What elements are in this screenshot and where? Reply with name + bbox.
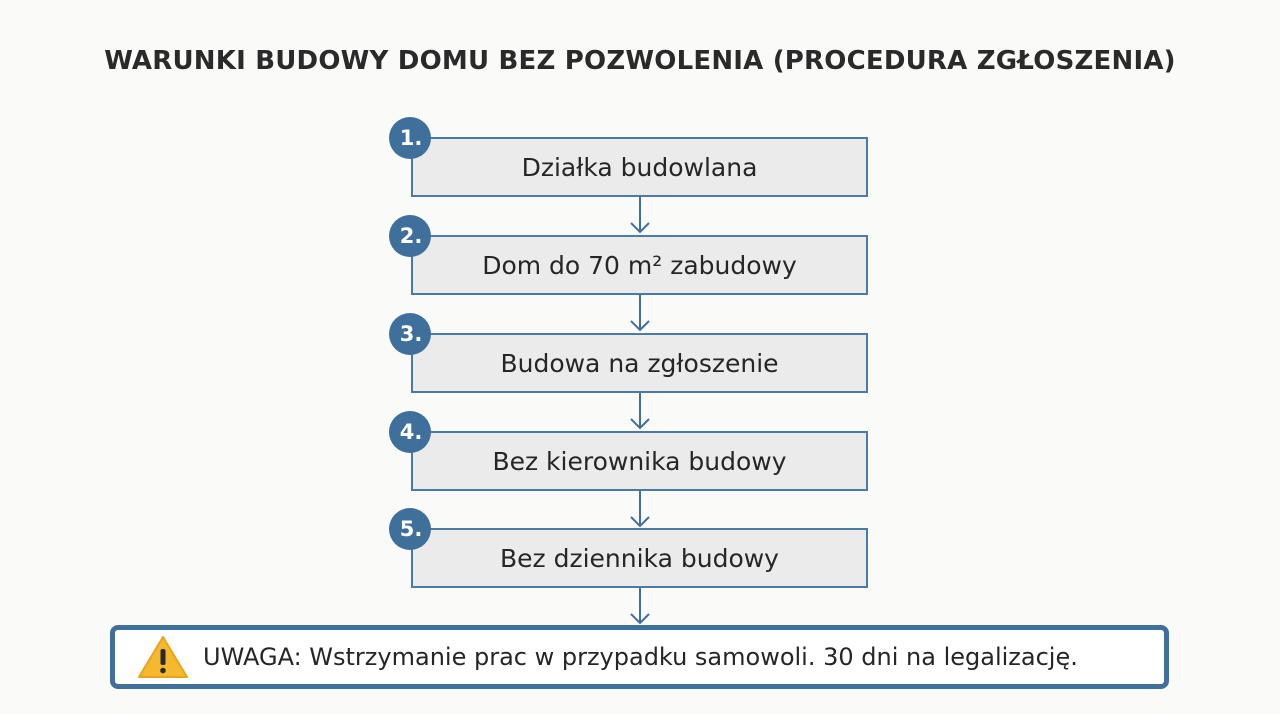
- step-label-5: Bez dziennika budowy: [500, 543, 779, 573]
- step-label-1: Działka budowlana: [521, 152, 758, 182]
- step-badge-5: 5.: [389, 508, 431, 550]
- warning-text: UWAGA: Wstrzymanie prac w przypadku samowoli. 30 dni na legalizację.: [203, 643, 1078, 671]
- arrow-down-5: [628, 588, 652, 626]
- arrow-down-3: [628, 393, 652, 431]
- step-badge-1: 1.: [389, 117, 431, 159]
- step-label-3: Budowa na zgłoszenie: [500, 348, 779, 378]
- step-badge-2: 2.: [389, 215, 431, 257]
- step-box-2: [411, 235, 868, 295]
- warning-box: [110, 625, 1169, 689]
- arrow-down-1: [628, 197, 652, 235]
- step-label-4: Bez kierownika budowy: [492, 446, 787, 476]
- diagram-title: WARUNKI BUDOWY DOMU BEZ POZWOLENIA (PROCEDURA ZGŁOSZENIA): [104, 46, 1176, 76]
- arrow-down-4: [628, 491, 652, 529]
- step-box-3: [411, 333, 868, 393]
- step-box-5: [411, 528, 868, 588]
- arrow-down-2: [628, 295, 652, 333]
- step-label-2: Dom do 70 m² zabudowy: [482, 250, 797, 280]
- step-badge-4: 4.: [389, 411, 431, 453]
- step-box-4: [411, 431, 868, 491]
- step-box-1: [411, 137, 868, 197]
- warning-triangle-icon: [137, 634, 189, 680]
- step-badge-3: 3.: [389, 313, 431, 355]
